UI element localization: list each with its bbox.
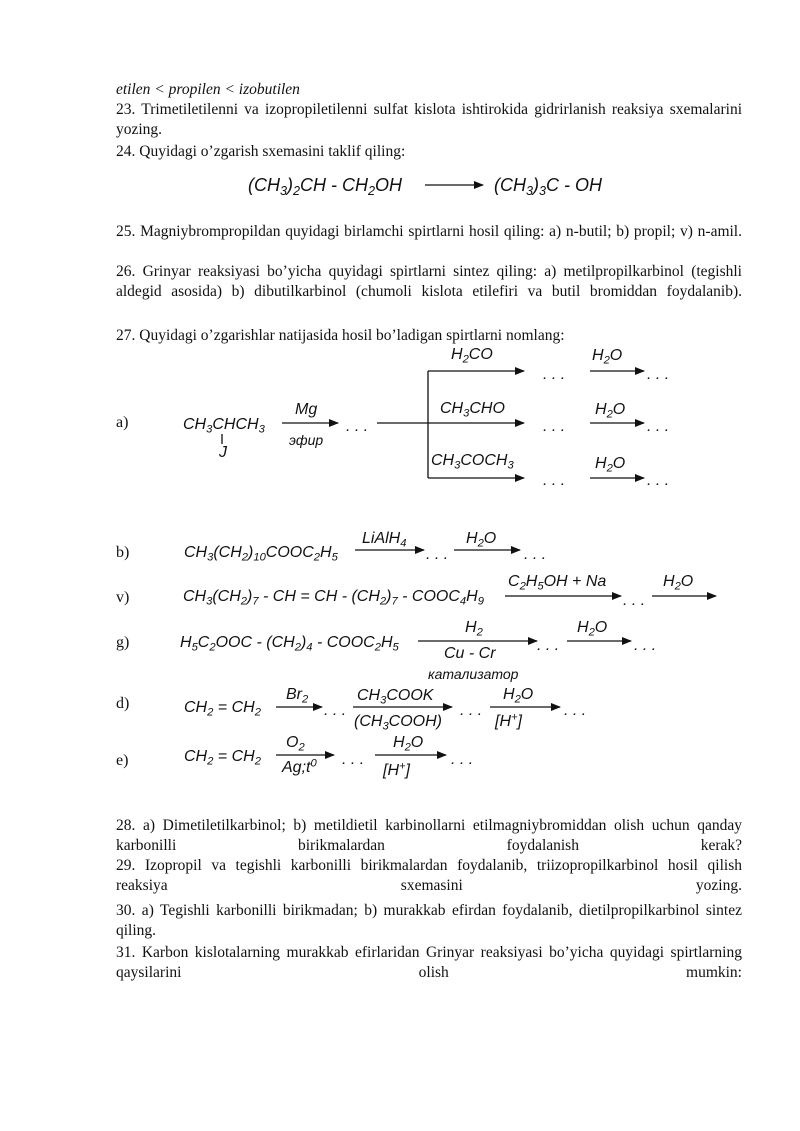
label-e: e) (116, 752, 129, 769)
a-water-1: $H_2O$ (592, 347, 623, 367)
d-dots-2: . . . (460, 702, 483, 719)
e-agt: $Ag;t^0$ (282, 757, 317, 776)
g-h2: $H_2$ (465, 619, 483, 639)
a-dots-4: . . . (543, 418, 566, 435)
b-lialh4: LiAlH$_4$ (362, 530, 407, 550)
question-26: 26. Grinyar reaksiyasi bo’yicha quyidagi spirtlarni sintez qiling: a) metilpropilkarbinol (tegishli aldegid asosida) b) dibutilkarbinol (chumoli kislota etilefiri va butil bromiddan foydalanib). (116, 263, 742, 300)
a-ether: эфир (289, 432, 324, 448)
question-31: 31. Karbon kislotalarning murakkab efirlaridan Grinyar reaksiyasi bo’yicha quyidagi spirtlarning qaysilarini olish mumkin: (116, 944, 742, 981)
question-29: 29. Izopropil va tegishli karbonilli birikmalardan foydalanib, triizopropilkarbinol hosil qilish reaksiya sxemasini yozing. (116, 857, 742, 894)
g-catalyst: катализатор (428, 666, 519, 682)
a-dots-7: . . . (647, 472, 670, 489)
a-acetone: $CH_3COCH_3$ (431, 452, 514, 472)
a-iodine: J (219, 444, 227, 461)
a-dots-1: . . . (346, 418, 369, 435)
d-ch3cook: $CH_3COOK$ (357, 687, 434, 707)
g-dots-1: . . . (537, 637, 560, 654)
d-acid: [H+] (495, 711, 522, 730)
e-reactant: $CH_2 = CH_2$ (184, 748, 261, 768)
label-a: a) (116, 414, 129, 431)
d-ch3cooh: $(CH_3COOH)$ (354, 713, 442, 733)
question-28: 28. a) Dimetiletilkarbinol; b) metildietil karbinollarni etilmagniybromiddan olish uchun qanday karbonilli birikmalardan foydalanish kerak? (116, 817, 742, 854)
label-d: d) (116, 695, 130, 712)
question-25: 25. Magniybrompropildan quyidagi birlamchi spirtlarni hosil qiling: a) n-butil; b) propil; v) n-amil. (116, 223, 742, 240)
d-dots-3: . . . (564, 702, 587, 719)
a-dots-6: . . . (543, 472, 566, 489)
b-reactant: $CH_3(CH_2)_{10}COOC_2H_5$ (184, 544, 338, 564)
question-30: 30. a) Tegishli karbonilli birikmadan; b) murakkab efirdan foydalanib, dietilpropilkarbinol sintez qiling. (116, 902, 742, 939)
e-water: $H_2O$ (393, 734, 424, 754)
e-dots-2: . . . (451, 751, 474, 768)
question-23: 23. Trimetiletilenni va izopropiletilenni sulfat kislota ishtirokida gidrirlanish reaksiya sxemalarini yozing. (116, 101, 742, 138)
b-dots-2: . . . (524, 546, 547, 563)
q24-product: $(CH_3)_3C$ - OH (494, 175, 603, 198)
q24-reactant: $(CH_3)_2CH - CH_2OH$ (248, 175, 403, 198)
g-reactant: $H_5C_2OOC - (CH_2)_4$ - $COOC_2H_5$ (180, 634, 399, 654)
a-dots-5: . . . (647, 418, 670, 435)
d-water: $H_2O$ (503, 686, 534, 706)
question-24: 24. Quyidagi o’zgarish sxemasini taklif qiling: (116, 143, 406, 160)
a-dots-3: . . . (647, 366, 670, 383)
label-v: v) (116, 589, 130, 606)
a-h2co: $H_2CO$ (451, 346, 493, 366)
question-27: 27. Quyidagi o’zgarishlar natijasida hosil bo’ladigan spirtlarni nomlang: (116, 327, 565, 344)
label-g: g) (116, 634, 130, 651)
e-dots-1: . . . (342, 751, 365, 768)
d-br2: $Br_2$ (286, 686, 309, 706)
a-dots-2: . . . (543, 366, 566, 383)
v-dots: . . . (623, 592, 646, 609)
v-water: $H_2O$ (663, 573, 694, 593)
d-dots-1: . . . (324, 702, 347, 719)
a-water-3: $H_2O$ (595, 455, 626, 475)
b-dots-1: . . . (426, 546, 449, 563)
g-water: $H_2O$ (577, 619, 608, 639)
g-cucr: Cu - Cr (444, 645, 496, 662)
d-reactant: $CH_2 = CH_2$ (184, 699, 261, 719)
v-reagent: $C_2H_5OH + Na$ (508, 573, 607, 593)
e-acid: [H+] (383, 760, 410, 779)
v-reactant: $CH_3(CH_2)_7$ - CH = CH - $(CH_2)_7$ - $COOC_4H_9$ (183, 588, 484, 608)
alkene-series: etilen < propilen < izobutilen (116, 81, 300, 98)
g-dots-2: . . . (634, 637, 657, 654)
e-o2: $O_2$ (286, 734, 305, 754)
a-ch3cho: $CH_3CHO$ (440, 400, 505, 420)
a-water-2: $H_2O$ (595, 401, 626, 421)
a-reactant: $CH_3CHCH_3$ (183, 416, 265, 436)
b-water: $H_2O$ (466, 530, 497, 550)
a-mg: Mg (295, 401, 318, 418)
label-b: b) (116, 544, 130, 561)
